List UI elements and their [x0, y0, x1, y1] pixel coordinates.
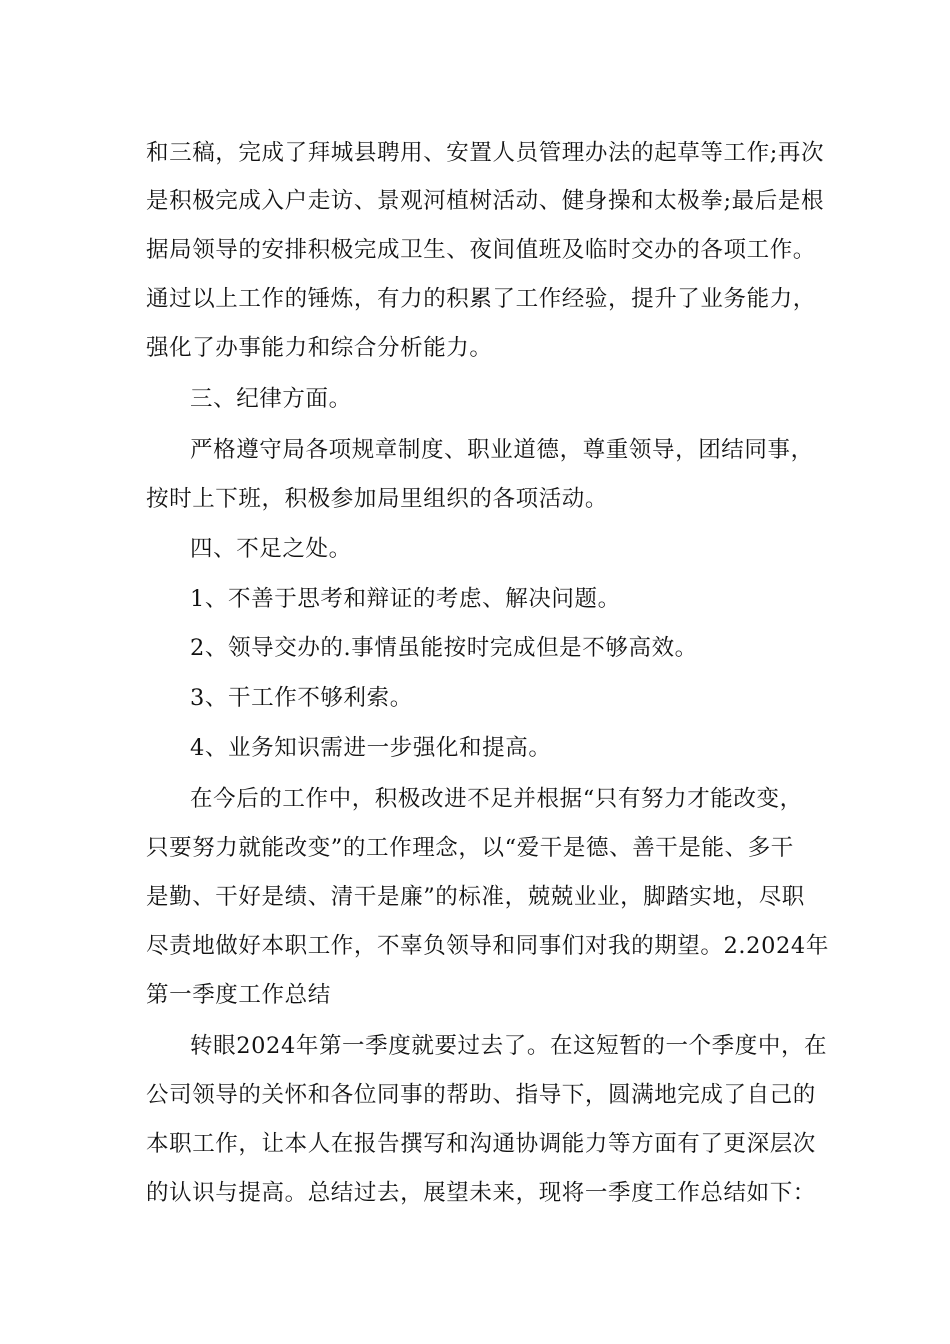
body-text-line: 在今后的工作中，积极改进不足并根据“只有努力才能改变， — [190, 786, 803, 812]
body-text-line: 的认识与提高。总结过去，展望未来，现将一季度工作总结如下： — [146, 1180, 816, 1206]
body-text-line: 通过以上工作的锤炼，有力的积累了工作经验，提升了业务能力， — [146, 286, 816, 312]
list-item: 1、不善于思考和辩证的考虑、解决问题。 — [190, 586, 621, 612]
section-heading-discipline: 三、纪律方面。 — [190, 386, 352, 412]
body-text-line: 据局领导的安排积极完成卫生、夜间值班及临时交办的各项工作。 — [146, 237, 816, 263]
body-text-line: 强化了办事能力和综合分析能力。 — [146, 335, 493, 361]
body-text-line: 尽责地做好本职工作，不辜负领导和同事们对我的期望。2.2024年 — [146, 933, 829, 959]
body-text-line: 是积极完成入户走访、景观河植树活动、健身操和太极拳;最后是根 — [146, 188, 825, 214]
body-text-line: 和三稿，完成了拜城县聘用、安置人员管理办法的起草等工作;再次 — [146, 140, 825, 166]
list-item: 4、业务知识需进一步强化和提高。 — [190, 735, 552, 761]
body-text-line: 只要努力就能改变”的工作理念，以“爱干是德、善干是能、多干 — [146, 835, 794, 861]
body-text-line: 本职工作，让本人在报告撰写和沟通协调能力等方面有了更深层次 — [146, 1131, 816, 1157]
body-text-line: 公司领导的关怀和各位同事的帮助、指导下，圆满地完成了自己的 — [146, 1082, 816, 1108]
list-item: 2、领导交办的.事情虽能按时完成但是不够高效。 — [190, 635, 698, 661]
section-title: 第一季度工作总结 — [146, 982, 331, 1008]
body-text-line: 严格遵守局各项规章制度、职业道德，尊重领导，团结同事， — [190, 437, 814, 463]
body-text-line: 是勤、干好是绩、清干是廉”的标准，兢兢业业，脚踏实地，尽职 — [146, 884, 805, 910]
body-text-line: 转眼2024年第一季度就要过去了。在这短暂的一个季度中，在 — [190, 1033, 828, 1059]
body-text-line: 按时上下班，积极参加局里组织的各项活动。 — [146, 486, 609, 512]
list-item: 3、干工作不够利索。 — [190, 685, 413, 711]
section-heading-shortcomings: 四、不足之处。 — [190, 536, 352, 562]
